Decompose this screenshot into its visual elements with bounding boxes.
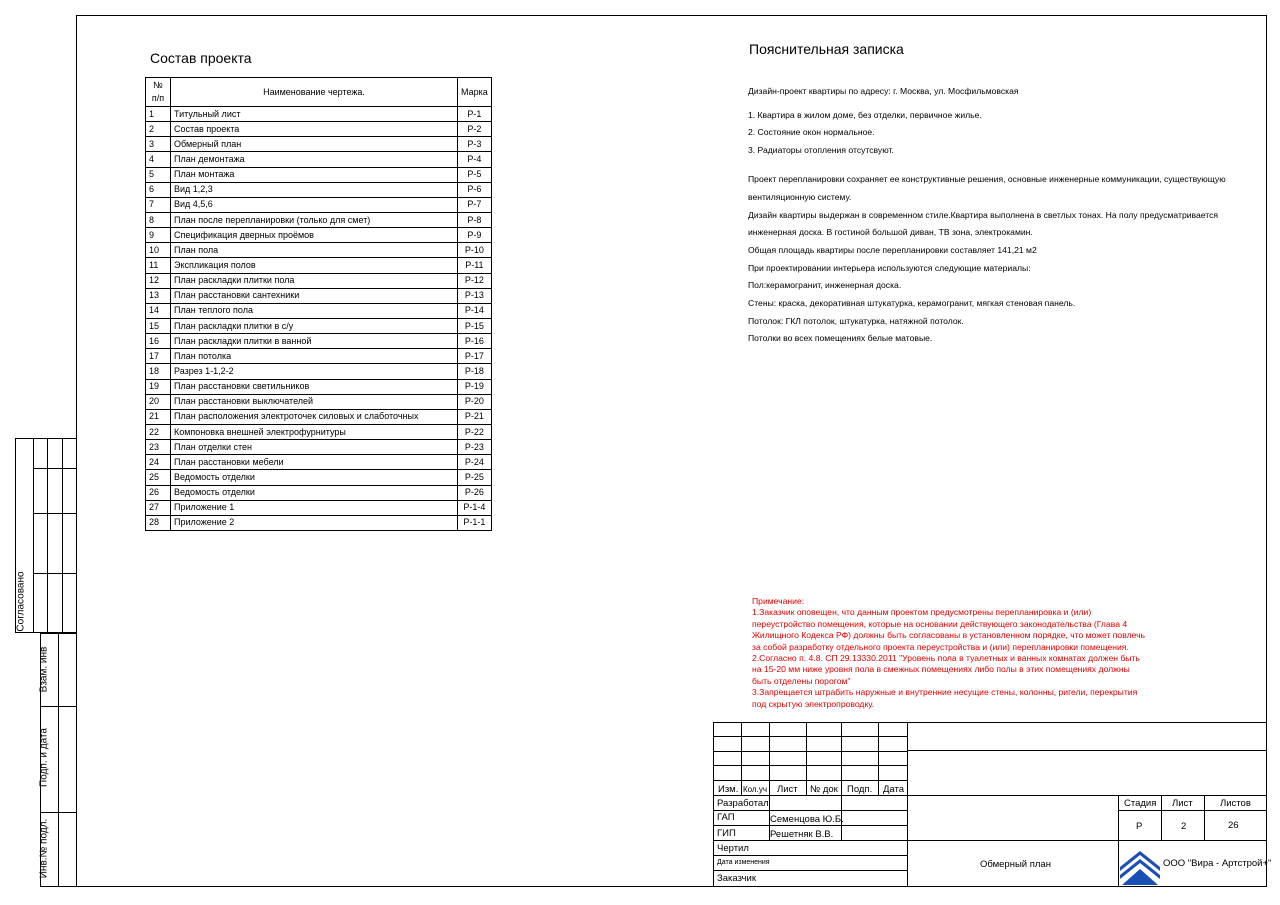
note-paragraph: Проект перепланировки сохраняет ее конструктивные решения, основные инженерные коммуникации, существующую xyxy=(748,174,1226,184)
row-number: 9 xyxy=(146,228,171,243)
row-number: 21 xyxy=(146,409,171,424)
row-mark: P-1-1 xyxy=(458,515,492,530)
note-paragraph: При проектировании интерьера используются следующие материалы: xyxy=(748,263,1031,273)
row-mark: P-9 xyxy=(458,228,492,243)
row-name: План монтажа xyxy=(171,167,458,182)
name-gap: Семенцова Ю.Б. xyxy=(770,814,844,825)
row-mark: P-6 xyxy=(458,182,492,197)
row-mark: P-13 xyxy=(458,288,492,303)
row-mark: P-12 xyxy=(458,273,492,288)
table-row xyxy=(146,228,492,243)
remark-line: переустройство помещения, которые на основании действующего законодательства (Глава 4 xyxy=(752,618,1128,629)
col-name: Наименование чертежа. xyxy=(171,78,458,107)
row-name: План демонтажа xyxy=(171,152,458,167)
row-number: 11 xyxy=(146,258,171,273)
row-mark: P-10 xyxy=(458,243,492,258)
inv-original-label: Инв.№ подл. xyxy=(38,818,50,879)
stage-header: Стадия xyxy=(1124,798,1157,809)
row-mark: P-7 xyxy=(458,197,492,212)
table-row xyxy=(146,137,492,152)
row-name: Состав проекта xyxy=(171,122,458,137)
note-item: 3. Радиаторы отопления отсутсвуют. xyxy=(748,145,894,155)
remark-line: 1.Заказчик оповещен, что данным проектом предусмотрены перепланировка и (или) xyxy=(752,607,1092,618)
table-row xyxy=(146,394,492,409)
row-number: 10 xyxy=(146,243,171,258)
table-row xyxy=(146,379,492,394)
row-name: План потолка xyxy=(171,349,458,364)
col-header-sheet: Лист xyxy=(777,784,798,795)
row-mark: P-25 xyxy=(458,470,492,485)
stage-value: Р xyxy=(1136,821,1143,832)
table-row xyxy=(146,212,492,227)
row-name: Титульный лист xyxy=(171,107,458,122)
row-mark: P-26 xyxy=(458,485,492,500)
row-name: Разрез 1-1,2-2 xyxy=(171,364,458,379)
row-mark: P-17 xyxy=(458,349,492,364)
table-row xyxy=(146,424,492,439)
row-number: 24 xyxy=(146,455,171,470)
sheet-list-title: Состав проекта xyxy=(150,50,252,66)
row-name: План расстановки выключателей xyxy=(171,394,458,409)
table-row xyxy=(146,318,492,333)
row-number: 12 xyxy=(146,273,171,288)
row-number: 16 xyxy=(146,334,171,349)
row-mark: P-8 xyxy=(458,212,492,227)
col-header-change: Изм. xyxy=(718,784,739,795)
row-name: Спецификация дверных проёмов xyxy=(171,228,458,243)
table-row xyxy=(146,334,492,349)
address-line: Дизайн-проект квартиры по адресу: г. Москва, ул. Мосфильмовская xyxy=(748,86,1019,96)
table-row xyxy=(146,349,492,364)
sheet-header: Лист xyxy=(1172,798,1193,809)
note-item: 2. Состояние окон нормальное. xyxy=(748,127,875,137)
row-mark: P-22 xyxy=(458,424,492,439)
table-row xyxy=(146,409,492,424)
name-gip: Решетняк В.В. xyxy=(770,829,834,840)
table-row xyxy=(146,243,492,258)
row-name: Компоновка внешней электрофурнитуры xyxy=(171,424,458,439)
row-name: Приложение 2 xyxy=(171,515,458,530)
row-number: 25 xyxy=(146,470,171,485)
sheets-header: Листов xyxy=(1220,798,1251,809)
remark-block xyxy=(752,596,1152,710)
table-row xyxy=(146,455,492,470)
row-name: Приложение 1 xyxy=(171,500,458,515)
remark-line: быть отделены порогом" xyxy=(752,675,851,686)
row-name: План пола xyxy=(171,243,458,258)
table-row xyxy=(146,500,492,515)
replace-inv-label: Взам. инв xyxy=(38,646,50,693)
table-row xyxy=(146,440,492,455)
row-mark: P-1-4 xyxy=(458,500,492,515)
row-name: План отделки стен xyxy=(171,440,458,455)
table-row xyxy=(146,107,492,122)
approval-label: Согласовано xyxy=(15,571,27,632)
table-row xyxy=(146,515,492,530)
row-number: 13 xyxy=(146,288,171,303)
row-number: 28 xyxy=(146,515,171,530)
table-row xyxy=(146,182,492,197)
row-number: 23 xyxy=(146,440,171,455)
row-mark: P-19 xyxy=(458,379,492,394)
col-header-count: Кол.уч xyxy=(743,785,767,794)
role-drafter: Чертил xyxy=(717,843,749,854)
table-row xyxy=(146,470,492,485)
row-name: Вид 1,2,3 xyxy=(171,182,458,197)
note-paragraph: вентиляционную систему. xyxy=(748,192,852,202)
row-mark: P-18 xyxy=(458,364,492,379)
row-number: 27 xyxy=(146,500,171,515)
row-number: 8 xyxy=(146,212,171,227)
table-row xyxy=(146,288,492,303)
col-number: № п/п xyxy=(146,78,171,107)
row-mark: P-24 xyxy=(458,455,492,470)
row-mark: P-21 xyxy=(458,409,492,424)
row-mark: P-11 xyxy=(458,258,492,273)
remark-line: 2.Согласно п. 4.8. СП 29.13330.2011 "Уровень пола в туалетных и ванных комнатах должен быть xyxy=(752,653,1140,664)
note-item: 1. Квартира в жилом доме, без отделки, первичное жилье. xyxy=(748,110,982,120)
row-name: План раскладки плитки в ванной xyxy=(171,334,458,349)
row-number: 7 xyxy=(146,197,171,212)
sheets-total-value: 26 xyxy=(1228,820,1239,831)
row-mark: P-5 xyxy=(458,167,492,182)
company-logo-icon xyxy=(1120,845,1160,885)
row-name: Обмерный план xyxy=(171,137,458,152)
row-number: 18 xyxy=(146,364,171,379)
remark-line: под скрытую электропроводку. xyxy=(752,698,875,709)
table-row xyxy=(146,485,492,500)
row-number: 3 xyxy=(146,137,171,152)
role-gap: ГАП xyxy=(717,812,735,823)
explanatory-title: Пояснительная записка xyxy=(749,41,904,57)
row-name: План расположения электроточек силовых и слаботочных xyxy=(171,409,458,424)
col-mark: Марка xyxy=(458,78,492,107)
note-paragraph: Дизайн квартиры выдержан в современном стиле.Квартира выполнена в светлых тонах. На полу предусматривается xyxy=(748,210,1219,220)
row-number: 17 xyxy=(146,349,171,364)
note-paragraph: Потолок: ГКЛ потолок, штукатурка, натяжной потолок. xyxy=(748,316,964,326)
sheet-value: 2 xyxy=(1181,821,1187,832)
table-row xyxy=(146,303,492,318)
row-name: План расстановки светильников xyxy=(171,379,458,394)
row-number: 1 xyxy=(146,107,171,122)
row-name: Ведомость отделки xyxy=(171,485,458,500)
row-number: 19 xyxy=(146,379,171,394)
row-mark: P-3 xyxy=(458,137,492,152)
row-name: План после перепланировки (только для смет) xyxy=(171,212,458,227)
col-header-doc: № док xyxy=(810,784,838,795)
row-mark: P-23 xyxy=(458,440,492,455)
note-paragraph: инженерная доска. В гостиной большой диван, ТВ зона, электрокамин. xyxy=(748,227,1033,237)
row-name: Ведомость отделки xyxy=(171,470,458,485)
row-name: План теплого пола xyxy=(171,303,458,318)
note-paragraph: Пол:керамогранит, инженерная доска. xyxy=(748,280,902,290)
remark-line: за собой разработку отдельного проекта переустройства и (или) перепланировки помещения. xyxy=(752,641,1129,652)
note-paragraph: Потолки во всех помещениях белые матовые. xyxy=(748,333,933,343)
row-number: 5 xyxy=(146,167,171,182)
row-name: План расстановки мебели xyxy=(171,455,458,470)
row-number: 15 xyxy=(146,318,171,333)
row-number: 22 xyxy=(146,424,171,439)
role-developer: Разработал xyxy=(717,798,769,809)
role-client: Заказчик xyxy=(717,873,757,884)
col-header-sign: Подп. xyxy=(847,784,873,795)
sign-date-label: Подп. и дата xyxy=(38,728,50,787)
row-name: Экспликация полов xyxy=(171,258,458,273)
row-name: План раскладки плитки пола xyxy=(171,273,458,288)
drawing-name: Обмерный план xyxy=(980,859,1051,870)
remark-line: 3.Запрещается штрабить наружные и внутренние несущие стены, колонны, ригели, перекрытия xyxy=(752,687,1138,698)
row-mark: P-14 xyxy=(458,303,492,318)
row-mark: P-20 xyxy=(458,394,492,409)
col-header-date: Дата xyxy=(883,784,905,795)
remark-line: Жилищного Кодекса РФ) должны быть согласованы в установленном порядке, что может повлечь xyxy=(752,630,1146,641)
role-change-date: Дата изменения xyxy=(717,859,770,866)
row-mark: P-15 xyxy=(458,318,492,333)
row-mark: P-16 xyxy=(458,334,492,349)
table-row xyxy=(146,167,492,182)
table-row xyxy=(146,122,492,137)
row-number: 14 xyxy=(146,303,171,318)
row-number: 20 xyxy=(146,394,171,409)
row-name: Вид 4,5,6 xyxy=(171,197,458,212)
table-row xyxy=(146,258,492,273)
company-name: ООО "Вира - Артстрой+" xyxy=(1163,858,1272,869)
row-number: 6 xyxy=(146,182,171,197)
row-number: 2 xyxy=(146,122,171,137)
table-row xyxy=(146,197,492,212)
remark-line: Примечание: xyxy=(752,596,805,606)
table-row xyxy=(146,364,492,379)
note-paragraph: Общая площадь квартиры после перепланировки составляет 141,21 м2 xyxy=(748,245,1037,255)
note-paragraph: Стены: краска, декоративная штукатурка, керамогранит, мягкая стеновая панель. xyxy=(748,298,1076,308)
row-number: 26 xyxy=(146,485,171,500)
row-mark: P-1 xyxy=(458,107,492,122)
table-row xyxy=(146,273,492,288)
remark-line: на 15-20 мм ниже уровня пола в смежных помещениях либо полы в этих помещениях должны xyxy=(752,664,1130,675)
role-gip: ГИП xyxy=(717,828,736,839)
row-mark: P-4 xyxy=(458,152,492,167)
row-mark: P-2 xyxy=(458,122,492,137)
row-number: 4 xyxy=(146,152,171,167)
sheet-list-table xyxy=(145,77,492,531)
table-row xyxy=(146,152,492,167)
row-name: План расстановки сантехники xyxy=(171,288,458,303)
row-name: План раскладки плитки в с/у xyxy=(171,318,458,333)
